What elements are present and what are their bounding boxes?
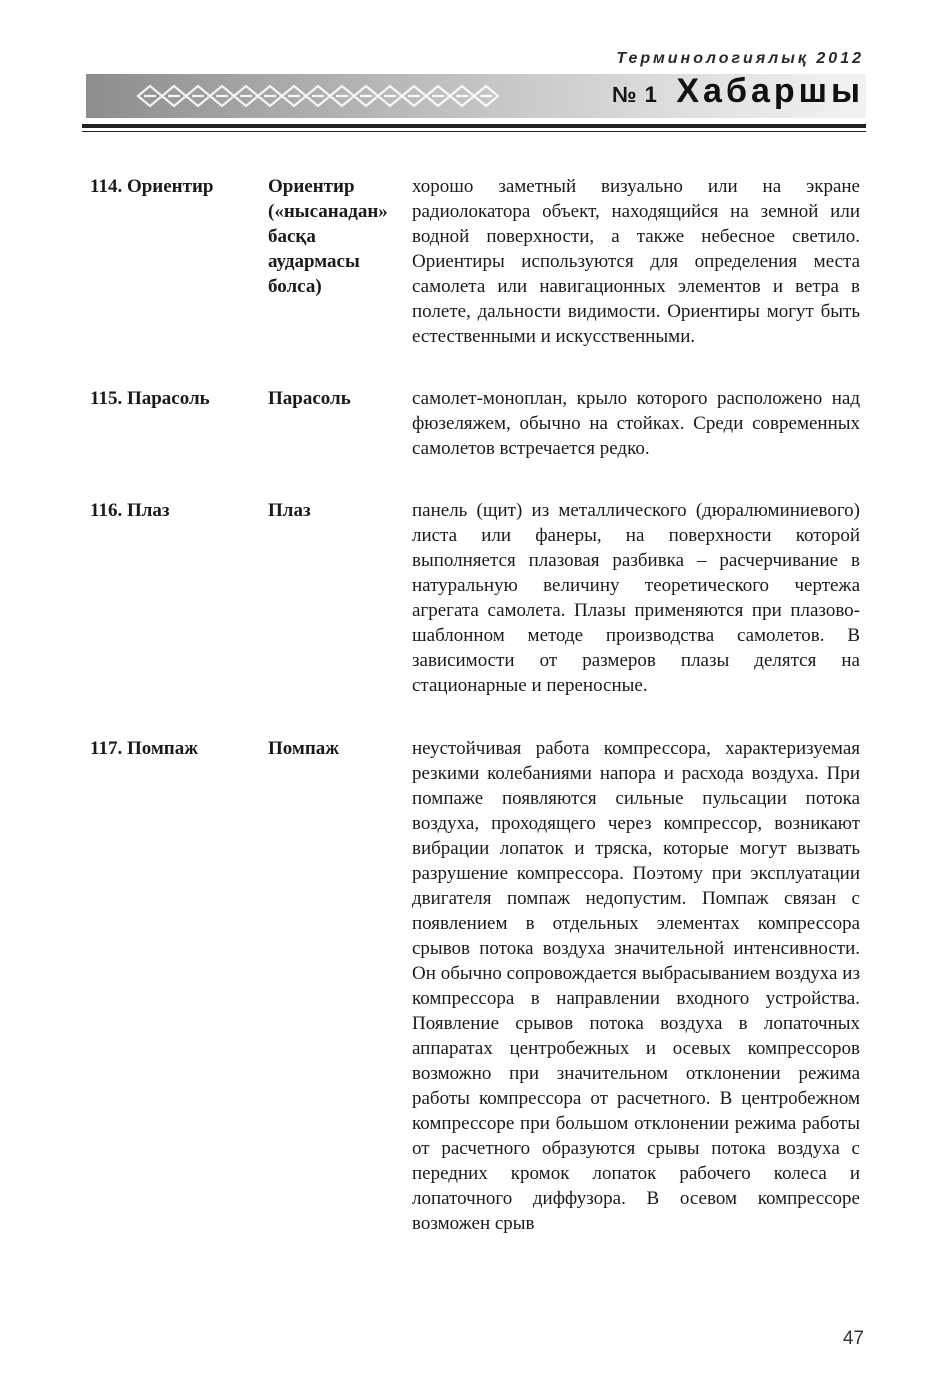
entry-term-tatar: Ориентир («нысанадан» басқа аудармасы болса) [268, 176, 388, 297]
issue-title: Хабаршы [676, 72, 864, 110]
entry-term-russian: 116. Плаз [90, 500, 170, 521]
journal-title: Терминологиялық 2012 [616, 50, 864, 67]
entry-term-tatar: Парасоль [268, 388, 351, 409]
entry-term-russian: 115. Парасоль [90, 388, 210, 409]
page-header [0, 0, 948, 150]
entry-term-russian: 114. Ориентир [90, 176, 214, 197]
header-rule-thick [82, 124, 866, 128]
header-rule-thin [82, 131, 866, 132]
entry-definition: хорошо заметный визуально или на экране радиолокатора объект, находящийся на земной или водной поверхности, а также небесное светило. Ориентиры используются для определения места самолета или навигационных элементов и ветра в полете, дальности видимости. Ориентиры могут быть естественными и искусственными. [412, 176, 860, 347]
issue-number: № 1 [612, 82, 658, 107]
entry-term-tatar: Плаз [268, 500, 311, 521]
entry-definition: неустойчивая работа компрессора, характеризуемая резкими колебаниями напора и расхода воздуха. При помпаже появляются сильные пульсации потока воздуха, проходящего через компрессор, возникают вибрации лопаток и тряска, которые могут вызвать разрушение компрессора. Поэтому при эксплуатации двигателя помпаж недопустим. Помпаж связан с появлением в отдельных элементах компрессора срывов потока воздуха значительной интенсивности. Он обычно сопровождается выбрасыванием воздуха из компрессора в направлении входного устройства. Появление срывов потока воздуха в лопаточных аппаратах центробежных и осевых компрессоров возможно при значительном отклонении режима работы компрессора от расчетного. В центробежном компрессоре при большом отклонении режима работы от расчетного образуются срывы потока воздуха с передних кромок лопаток рабочего колеса и лопаточного диффузора. В осевом компрессоре возможен срыв [412, 738, 860, 1234]
entry-definition: самолет-моноплан, крыло которого расположено над фюзеляжем, обычно на стойках. Среди современных самолетов встречается редко. [412, 388, 860, 459]
entry-term-russian: 117. Помпаж [90, 738, 199, 759]
entry-term-tatar: Помпаж [268, 738, 340, 759]
entry-definition: панель (щит) из металлического (дюралюминиевого) листа или фанеры, на поверхности которой выполняется плазовая разбивка – расчерчивание в натуральную величину теоретического чертежа агрегата самолета. Плазы применяются при плазово-шаблонном методе производства самолетов. В зависимости от размеров плазы делятся на стационарные и переносные. [412, 500, 860, 696]
page-number: 47 [842, 1328, 864, 1349]
ornament-pattern [134, 78, 504, 114]
